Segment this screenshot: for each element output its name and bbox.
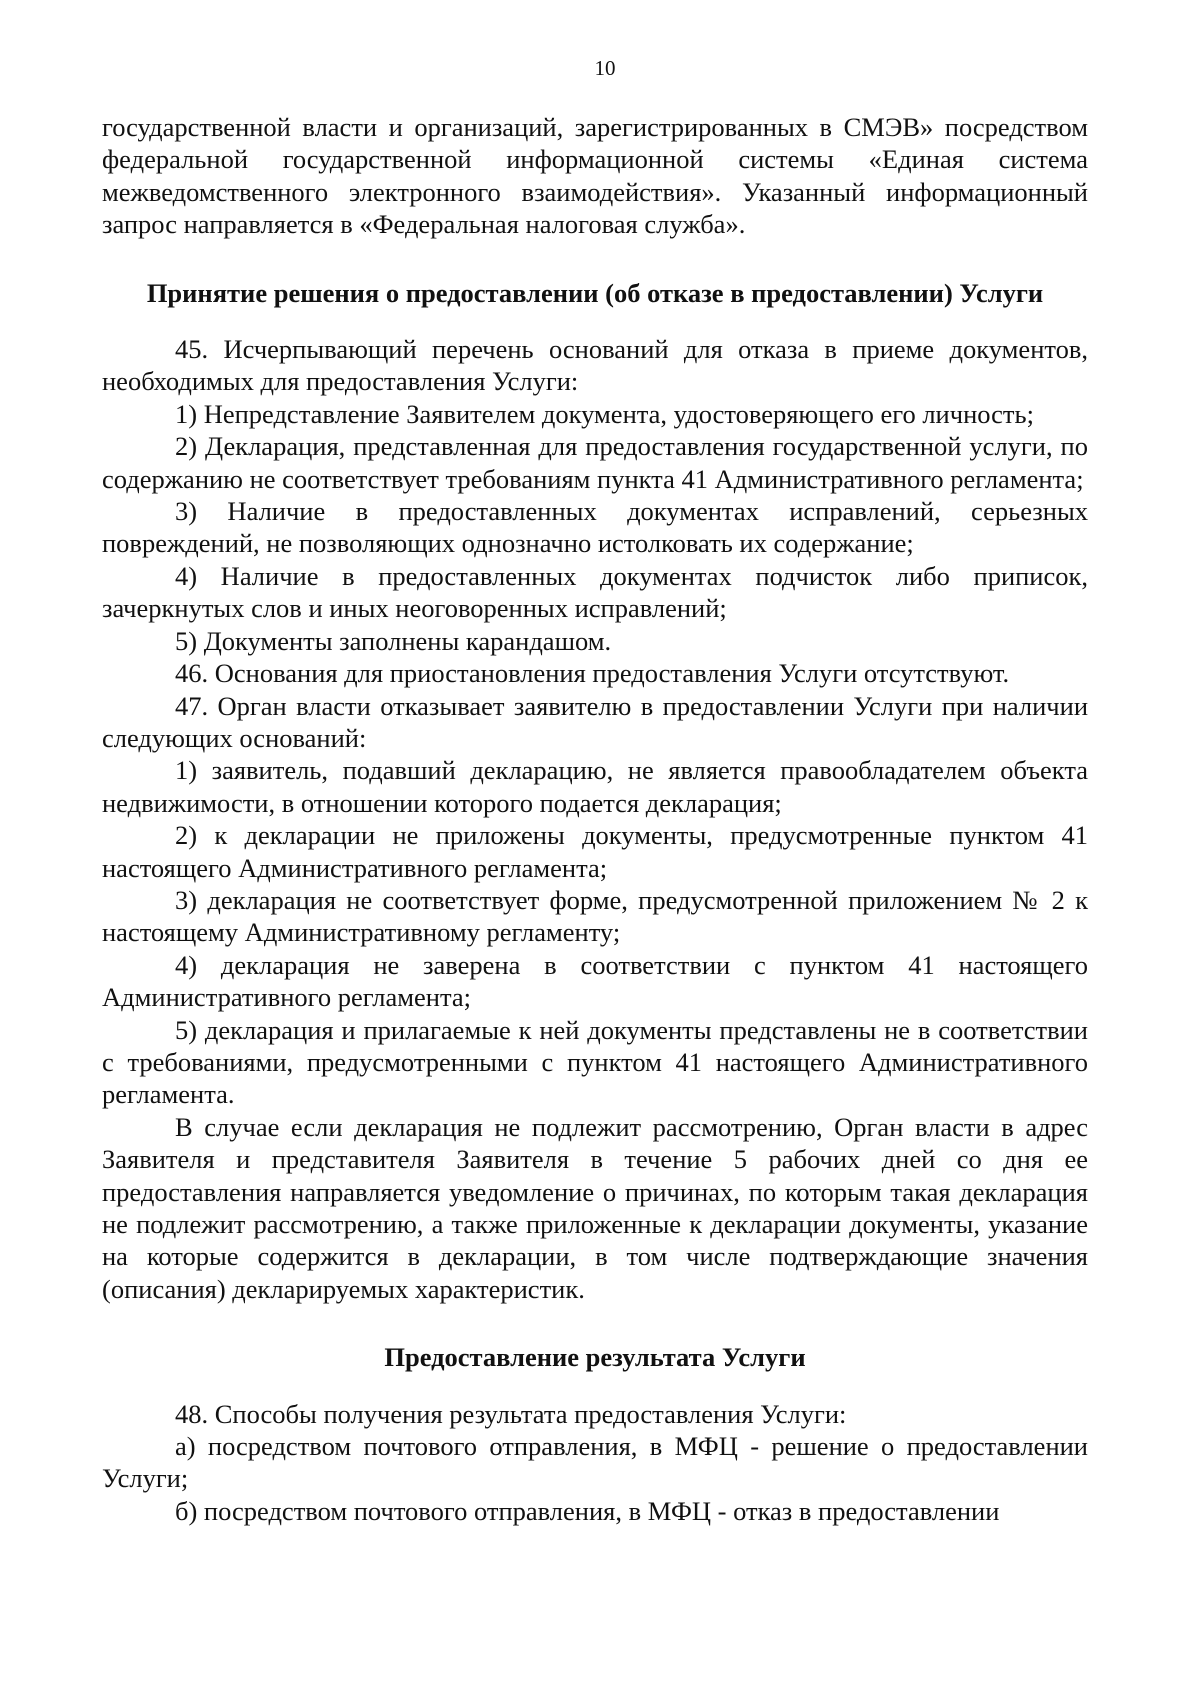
section-heading-result: Предоставление результата Услуги [384, 1342, 806, 1373]
intro-paragraph: государственной власти и организаций, зарегистрированных в СМЭВ» посредством федеральной государственной информационной системы «Единая система межведомственного электронного взаимодействия». Указанный информационный запрос направляется в «Федеральная налоговая служба». [102, 112, 1088, 240]
paragraph-48-item-a: а) посредством почтового отправления, в МФЦ - решение о предоставлении Услуги; [102, 1431, 1088, 1494]
paragraph-48-item-b: б) посредством почтового отправления, в МФЦ - отказ в предоставлении [175, 1495, 1000, 1526]
paragraph-refusal-notice: В случае если декларация не подлежит рассмотрению, Орган власти в адрес Заявителя и представителя Заявителя в течение 5 рабочих дней со дня ее предоставления направляется уведомление о причинах, по которым такая декларация не подлежит рассмотрению, а также приложенные к декларации документы, указание на которые содержится в декларации, в том числе подтверждающие значения (описания) декларируемых характеристик. [102, 1111, 1088, 1304]
paragraph-47-item-3: 3) декларация не соответствует форме, предусмотренной приложением № 2 к настоящему Административному регламенту; [102, 884, 1088, 948]
paragraph-46: 46. Основания для приостановления предоставления Услуги отсутствуют. [175, 658, 1010, 689]
paragraph-45-item-2: 2) Декларация, представленная для предоставления государственной услуги, по содержанию не соответствует требованиям пункта 41 Административного регламента; [102, 431, 1088, 494]
paragraph-47: 47. Орган власти отказывает заявителю в предоставлении Услуги при наличии следующих оснований: [102, 690, 1088, 753]
section-heading-decision: Принятие решения о предоставлении (об отказе в предоставлении) Услуги [146, 277, 1044, 308]
paragraph-47-item-1: 1) заявитель, подавший декларацию, не является правообладателем объекта недвижимости, в отношении которого подается декларация; [102, 755, 1088, 818]
paragraph-48: 48. Способы получения результата предоставления Услуги: [175, 1398, 847, 1429]
paragraph-47-item-5: 5) декларация и прилагаемые к ней документы представлены не в соответствии с требованиями, предусмотренными с пунктом 41 настоящего Административного регламента. [102, 1014, 1088, 1110]
paragraph-45-item-1: 1) Непредставление Заявителем документа, удостоверяющего его личность; [175, 398, 1034, 429]
paragraph-45-item-5: 5) Документы заполнены карандашом. [175, 625, 612, 656]
paragraph-45-item-4: 4) Наличие в предоставленных документах подчисток либо приписок, зачеркнутых слов и иных неоговоренных исправлений; [102, 560, 1088, 624]
paragraph-47-item-2: 2) к декларации не приложены документы, предусмотренные пунктом 41 настоящего Административного регламента; [102, 820, 1088, 883]
paragraph-45-item-3: 3) Наличие в предоставленных документах исправлений, серьезных повреждений, не позволяющих однозначно истолковать их содержание; [102, 496, 1088, 559]
paragraph-45: 45. Исчерпывающий перечень оснований для отказа в приеме документов, необходимых для предоставления Услуги: [102, 334, 1088, 397]
page-number: 10 [594, 56, 616, 80]
paragraph-47-item-4: 4) декларация не заверена в соответствии с пунктом 41 настоящего Административного регламента; [102, 949, 1088, 1013]
